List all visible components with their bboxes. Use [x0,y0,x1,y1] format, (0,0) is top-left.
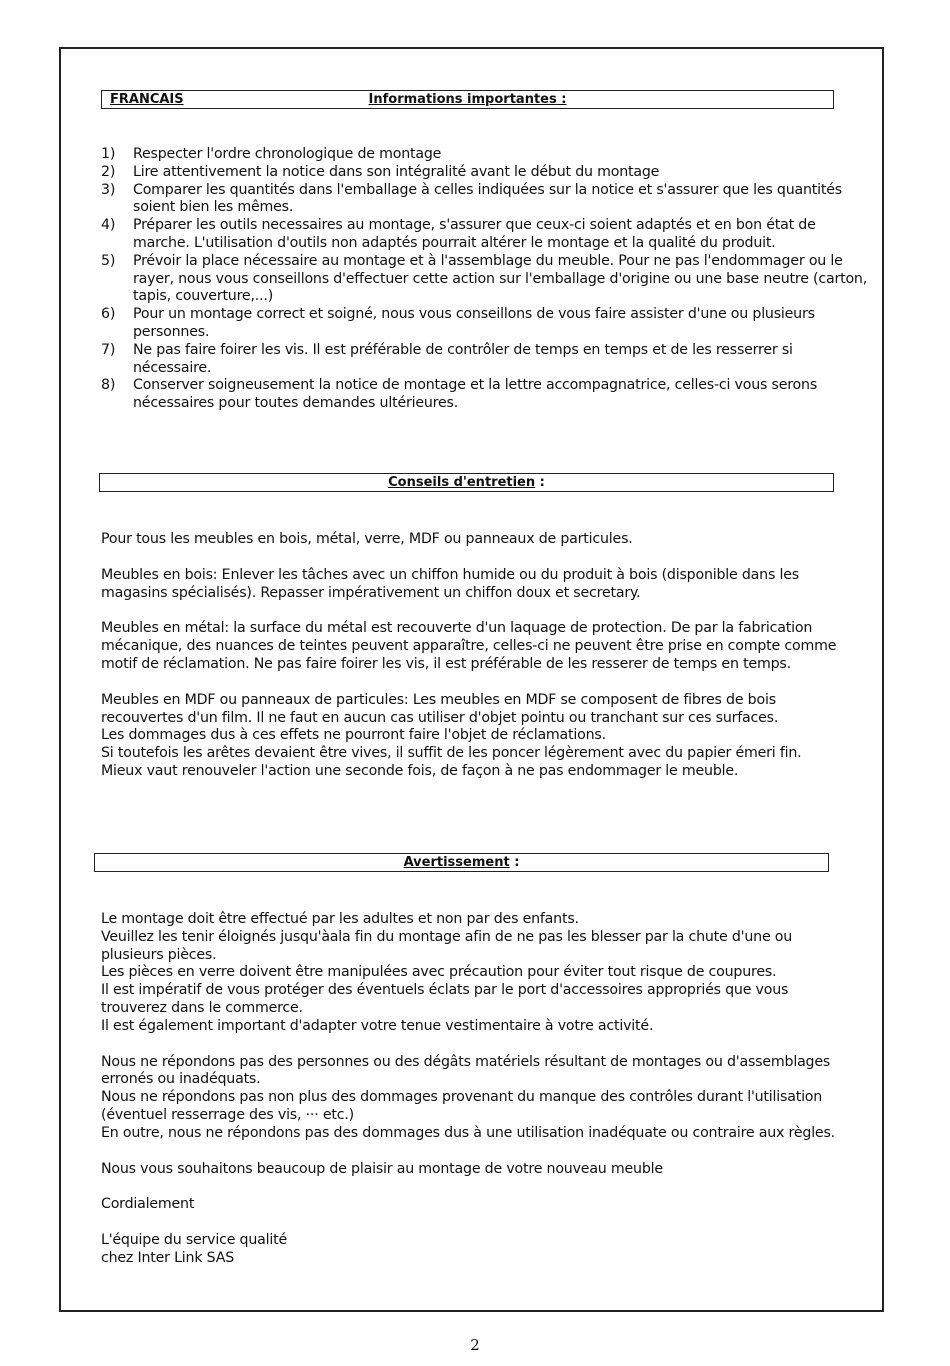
instruction-text: Préparer les outils necessaires au montage, s'assurer que ceux-ci soient adaptés et en bon état de marche. L'utilisation d'outils non adaptés pourrait altérer le montage et la qualité du produit. [133,217,816,251]
instruction-text: Respecter l'ordre chronologique de montage [133,146,442,162]
instruction-number: 3) [101,181,116,198]
liability-line: Nous ne répondons pas non plus des dommages provenant du manque des contrôles durant l'utilisation (éventuel resserrage des vis, ··· etc.) [101,1089,823,1123]
care-mdf-edges: Si toutefois les arêtes devaient être vives, il suffit de les poncer légèrement avec du papier émeri fin. [101,745,802,762]
section-header-informations: FRANCAIS Informations importantes : [101,90,834,109]
instruction-text: Ne pas faire foirer les vis. Il est préférable de contrôler de temps en temps et de les resserrer si nécessaire. [133,341,793,376]
care-intro: Pour tous les meubles en bois, métal, verre, MDF ou panneaux de particules. [101,531,633,547]
warning-line: Veuillez les tenir éloignés jusqu'àala fin du montage afin de ne pas les blesser par la chute d'une ou plusieurs pièces. [101,928,793,963]
page-number: 2 [470,1336,480,1354]
instruction-item [101,164,871,182]
instruction-item [101,342,871,378]
instruction-number: 1) [101,146,116,162]
instruction-text: Conserver soigneusement la notice de montage et la lettre accompagnatrice, celles-ci vous serons nécessaires pour toutes demandes ultérieures. [133,377,818,412]
instruction-number: 2) [101,163,116,180]
section-title: Avertissement [403,855,510,870]
instruction-text: Pour un montage correct et soigné, nous vous conseillons de vous faire assister d'une ou plusieurs personnes. [133,306,815,340]
warning-line: Il est également important d'adapter votre tenue vestimentaire à votre activité. [101,1017,654,1034]
care-mdf-damage: Les dommages dus à ces effets ne pourront faire l'objet de réclamations. [101,727,606,744]
section-title: Informations importantes [368,92,557,107]
section-header-warning: Avertissement : [94,853,829,872]
instruction-item [101,377,871,413]
closing-regards: Cordialement [101,1196,195,1213]
closing-company: chez Inter Link SAS [101,1249,235,1266]
warning-line: Il est impératif de vous protéger des éventuels éclats par le port d'accessoires appropriés que vous trouverez dans le commerce. [101,982,789,1016]
closing-team: L'équipe du service qualité [101,1232,288,1249]
instruction-item [101,253,871,306]
instruction-number: 4) [101,217,116,234]
care-mdf-repeat: Mieux vaut renouveler l'action une seconde fois, de façon à ne pas endommager le meuble. [101,762,739,779]
language-label: FRANCAIS [110,92,184,107]
warning-line: Le montage doit être effectué par les adultes et non par des enfants. [101,911,579,927]
instruction-number: 5) [101,252,116,269]
care-section [101,531,861,781]
instruction-number: 8) [101,377,116,394]
instruction-text: Prévoir la place nécessaire au montage et à l'assemblage du meuble. Pour ne pas l'endommager ou le rayer, nous vous conseillons d'effectuer cette action sur l'emballage d'origine ou une base neutre (carton, tapis, couverture,...) [133,252,868,305]
instruction-text: Lire attentivement la notice dans son intégralité avant le début du montage [133,163,660,180]
instruction-item [101,146,871,164]
care-mdf: Meubles en MDF ou panneaux de particules: Les meubles en MDF se composent de fibres de bois recouvertes d'un film. Il ne faut en aucun cas utiliser d'objet pointu ou tranchant sur ces surfaces. [101,691,779,726]
care-wood: Meubles en bois: Enlever les tâches avec un chiffon humide ou du produit à bois (disponible dans les magasins spécialisés). Repasser impérativement un chiffon doux et secretary. [101,566,799,601]
instruction-number: 7) [101,341,116,358]
warning-line: Les pièces en verre doivent être manipulées avec précaution pour éviter tout risque de coupures. [101,964,777,981]
liability-line: Nous ne répondons pas des personnes ou des dégâts matériels résultant de montages ou d'assemblages erronés ou inadéquats. [101,1053,831,1088]
instruction-item [101,217,871,253]
instruction-item [101,182,871,218]
liability-line: En outre, nous ne répondons pas des dommages dus à une utilisation inadéquate ou contraire aux règles. [101,1124,835,1141]
instruction-text: Comparer les quantités dans l'emballage à celles indiquées sur la notice et s'assurer que les quantités soient bien les mêmes. [133,181,842,216]
care-metal: Meubles en métal: la surface du métal est recouverte d'un laquage de protection. De par la fabrication mécanique, des nuances de teintes peuvent apparaître, celles-ci ne peuvent être prise en compte comme motif de réclamation. Ne pas faire foirer les vis, il est préférable de les resserer de temps en temps. [101,620,837,672]
warning-section [101,911,851,1268]
instructions-list [101,146,871,413]
instruction-number: 6) [101,306,116,323]
section-header-care: Conseils d'entretien : [99,473,834,492]
section-title: Conseils d'entretien [388,475,536,490]
closing-wish: Nous vous souhaitons beaucoup de plaisir au montage de votre nouveau meuble [101,1160,663,1177]
instruction-item [101,306,871,342]
